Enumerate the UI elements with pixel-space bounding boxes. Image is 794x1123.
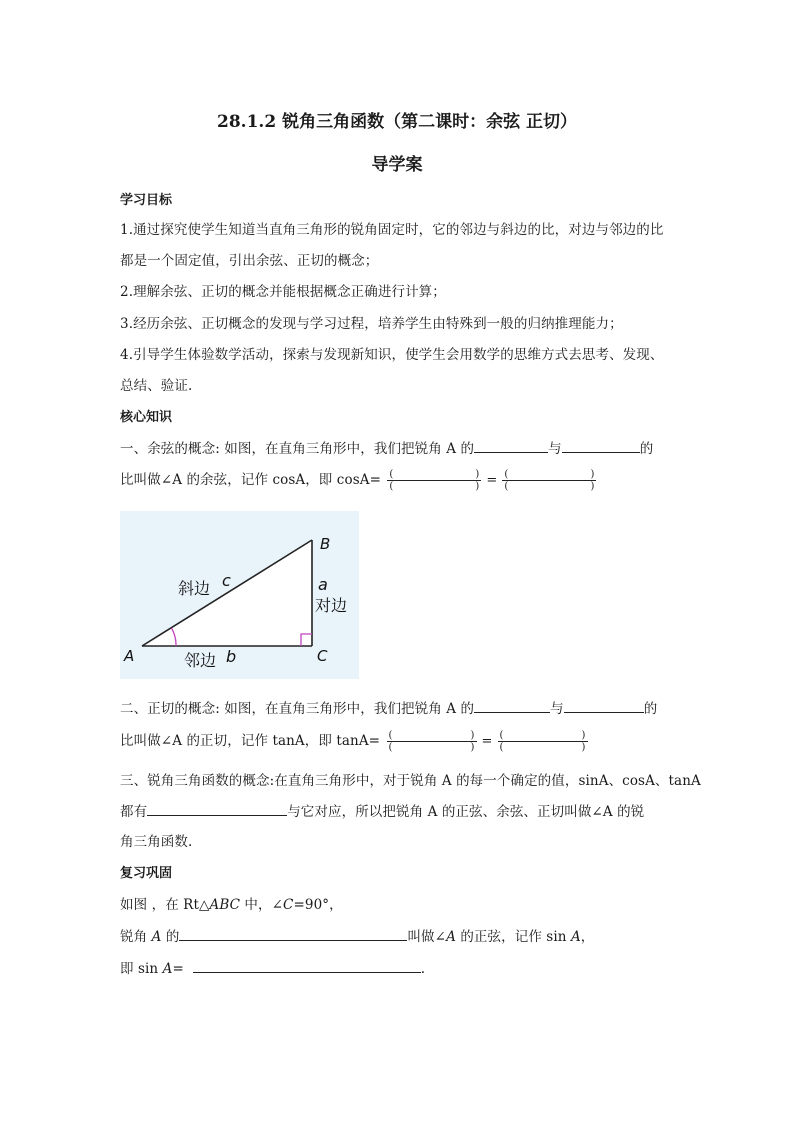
review-heading: 复习巩固 bbox=[120, 866, 173, 881]
cos-text: 的 bbox=[639, 441, 654, 457]
core-heading: 核心知识 bbox=[120, 410, 173, 425]
tan-fraction-2[interactable]: $\frac{( )}{( )}$ bbox=[499, 730, 586, 753]
cos-text: 比叫做∠A 的余弦，记作 cosA，即 cosA= bbox=[120, 472, 381, 488]
equals-sign: = bbox=[486, 473, 498, 488]
objective-line: 都是一个固定值，引出余弦、正切的概念； bbox=[120, 253, 379, 269]
side-b-label: b bbox=[226, 647, 237, 666]
opposite-label: 对边 bbox=[315, 596, 348, 615]
func-blank[interactable] bbox=[147, 803, 287, 816]
tan-blank-1[interactable] bbox=[474, 700, 550, 713]
func-definition-line1: 三、锐角三角函数的概念:在直角三角形中，对于锐角 A 的每一个确定的值，sinA、cosA、tanA bbox=[120, 773, 701, 789]
func-definition-line2 bbox=[120, 800, 644, 820]
cos-fraction-2[interactable]: $\frac{( )}{( )}$ bbox=[504, 469, 595, 492]
cos-definition-line2 bbox=[120, 468, 598, 492]
func-text: 与它对应，所以把锐角 A 的正弦、余弦、正切叫做∠A 的锐 bbox=[287, 804, 645, 820]
review-blank-2[interactable] bbox=[193, 960, 421, 973]
objective-line: 4.引导学生体验数学活动，探索与发现新知识，使学生会用数学的思维方式去思考、发现、 bbox=[120, 347, 664, 363]
cos-blank-2[interactable] bbox=[562, 440, 640, 453]
side-c-label: c bbox=[222, 571, 231, 590]
review-blank-1[interactable] bbox=[179, 928, 407, 941]
cos-text: 一、余弦的概念: 如图，在直角三角形中，我们把锐角 A 的 bbox=[120, 441, 475, 457]
func-definition-line3: 角三角函数. bbox=[120, 834, 193, 850]
page-title: 28.1.2 锐角三角函数（第二课时：余弦 正切） bbox=[217, 112, 577, 132]
vertex-c-label: C bbox=[317, 647, 328, 665]
objective-line: 1.通过探究使学生知道当直角三角形的锐角固定时，它的邻边与斜边的比，对边与邻边的比 bbox=[120, 222, 664, 238]
review-line3: 即 sin A= . bbox=[120, 961, 426, 977]
objective-line: 2.理解余弦、正切的概念并能根据概念正确进行计算； bbox=[120, 284, 446, 300]
hypotenuse-label: 斜边 bbox=[178, 579, 211, 598]
tan-text: 二、正切的概念: 如图，在直角三角形中，我们把锐角 A 的 bbox=[120, 701, 475, 717]
tan-text: 的 bbox=[643, 701, 658, 717]
objectives-heading: 学习目标 bbox=[120, 193, 173, 208]
right-triangle-figure bbox=[120, 511, 359, 679]
page-subtitle: 导学案 bbox=[371, 155, 423, 175]
cos-fraction-1[interactable]: $\frac{( )}{( )}$ bbox=[389, 469, 480, 492]
tan-blank-2[interactable] bbox=[564, 700, 644, 713]
tan-definition-line1 bbox=[120, 697, 657, 717]
vertex-b-label: B bbox=[320, 535, 331, 553]
objective-line: 3.经历余弦、正切概念的发现与学习过程，培养学生由特殊到一般的归纳推理能力； bbox=[120, 316, 623, 332]
tan-definition-line2 bbox=[120, 729, 590, 753]
equals-sign: = bbox=[481, 734, 493, 749]
objective-line: 总结、验证. bbox=[120, 378, 193, 394]
cos-blank-1[interactable] bbox=[474, 440, 548, 453]
adjacent-label: 邻边 bbox=[184, 651, 217, 670]
tan-fraction-1[interactable]: $\frac{( )}{( )}$ bbox=[388, 730, 475, 753]
func-text: 都有 bbox=[120, 804, 148, 820]
tan-text: 与 bbox=[550, 701, 564, 717]
vertex-a-label: A bbox=[124, 647, 135, 665]
cos-definition-line1 bbox=[120, 437, 653, 457]
side-a-label: a bbox=[318, 575, 328, 594]
cos-text: 与 bbox=[548, 441, 562, 457]
review-line2: 锐角 A 的 叫做∠A 的正弦，记作 sin A， bbox=[120, 929, 595, 945]
review-line1: 如图 ，在 Rt△ABC 中，∠C=90°， bbox=[120, 897, 343, 913]
tan-text: 比叫做∠A 的正切，记作 tanA，即 tanA= bbox=[120, 733, 381, 749]
